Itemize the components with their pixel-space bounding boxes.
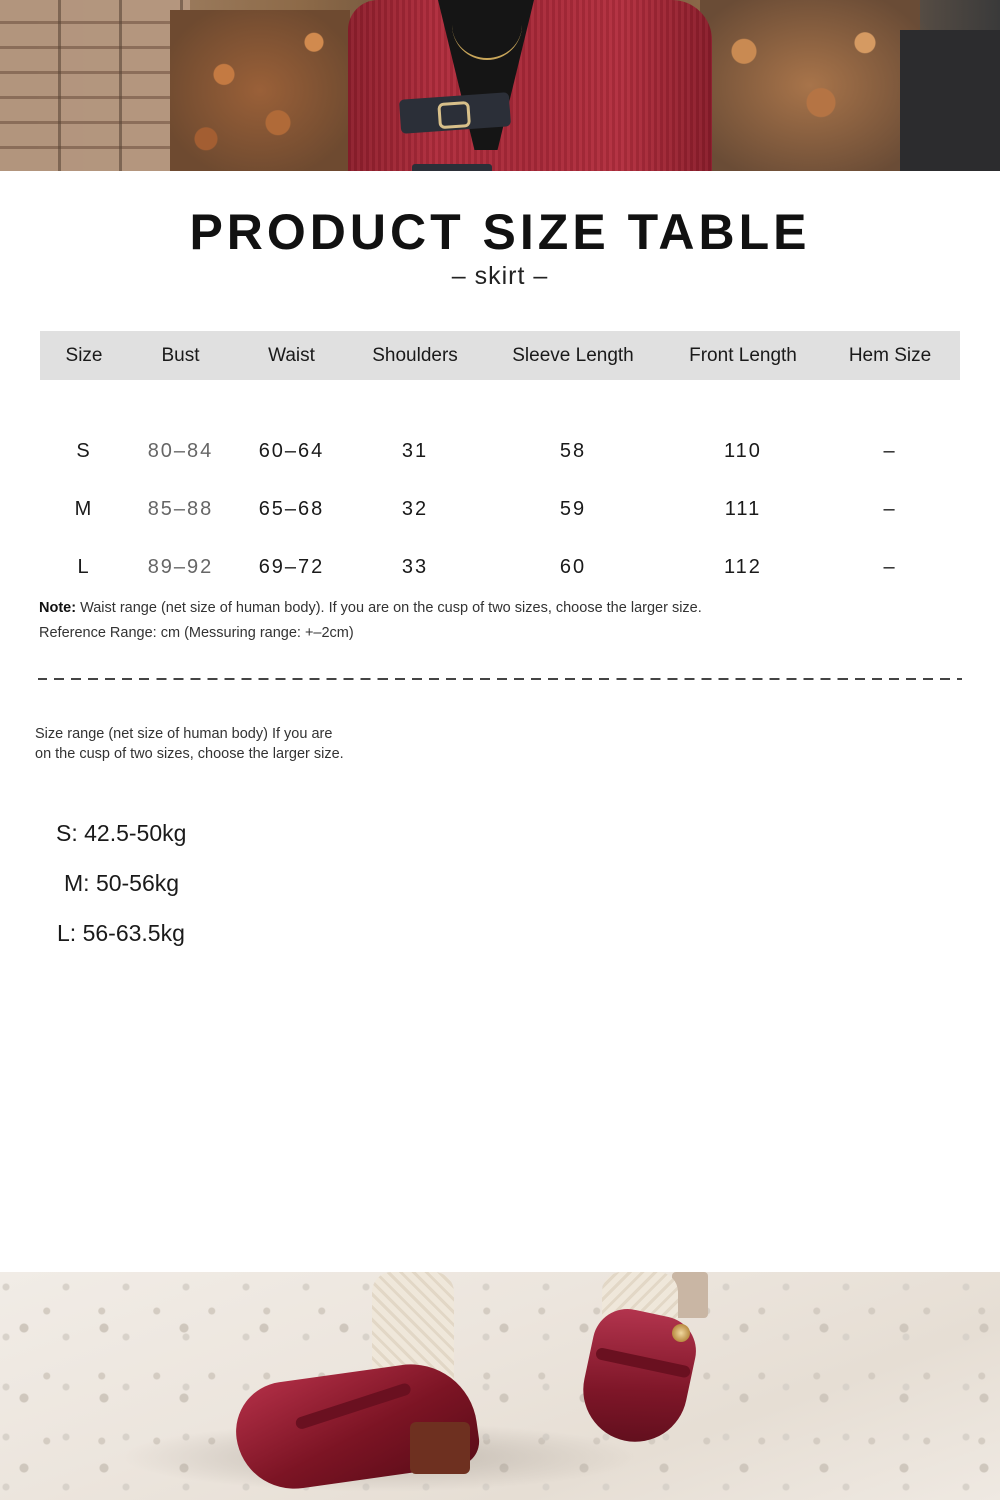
- size-range-line-2: on the cusp of two sizes, choose the larger size.: [35, 746, 344, 762]
- cell-hem-size: –: [883, 497, 897, 520]
- cell-waist: 65–68: [258, 497, 325, 520]
- cell-waist: 69–72: [258, 555, 325, 578]
- measurement-note: [39, 596, 702, 646]
- size-range-line-1: Size range (net size of human body) If you are: [35, 726, 333, 742]
- note-line: [39, 596, 702, 621]
- table-row: [40, 480, 960, 538]
- size-range-note: [35, 724, 375, 764]
- cell-sleeve-length: 58: [559, 439, 587, 462]
- autumn-foliage-left: [170, 10, 350, 171]
- reference-range: Reference Range: cm (Messuring range: +–2cm): [39, 625, 354, 641]
- column-header-size: Size: [65, 344, 103, 366]
- table-row: [40, 422, 960, 480]
- column-header-shoulders: Shoulders: [372, 344, 458, 366]
- note-text: Waist range (net size of human body). If you are on the cusp of two sizes, choose the larger size.: [76, 600, 702, 616]
- weight-guide: [56, 818, 186, 968]
- cell-hem-size: –: [883, 439, 897, 462]
- cell-shoulders: 32: [401, 497, 429, 520]
- dark-wall: [900, 30, 1000, 171]
- weight-m: M: 50-56kg: [64, 870, 180, 896]
- cell-size: L: [77, 555, 91, 578]
- page-title: PRODUCT SIZE TABLE: [189, 204, 811, 260]
- cell-bust: 80–84: [147, 439, 214, 462]
- cell-sleeve-length: 59: [559, 497, 587, 520]
- column-header-front-length: Front Length: [689, 344, 797, 366]
- cell-shoulders: 33: [401, 555, 429, 578]
- cell-hem-size: –: [883, 555, 897, 578]
- brick-mortar: [0, 0, 190, 171]
- shoe-heel-left: [410, 1422, 470, 1474]
- cell-sleeve-length: 60: [559, 555, 587, 578]
- cell-size: M: [74, 497, 94, 520]
- column-header-sleeve-length: Sleeve Length: [512, 344, 634, 366]
- buckle-clasp-lower: [412, 164, 492, 171]
- cell-front-length: 112: [724, 555, 762, 578]
- red-cardigan: [348, 0, 712, 171]
- column-header-hem-size: Hem Size: [848, 344, 932, 366]
- column-header-waist: Waist: [268, 344, 315, 366]
- autumn-foliage-right: [700, 0, 920, 171]
- shoe-buckle: [672, 1324, 690, 1342]
- cell-waist: 60–64: [258, 439, 325, 462]
- cell-shoulders: 31: [401, 439, 429, 462]
- page-subtitle: – skirt –: [451, 262, 549, 290]
- cell-size: S: [76, 439, 92, 462]
- cell-bust: 85–88: [147, 497, 214, 520]
- cell-bust: 89–92: [147, 555, 214, 578]
- weight-s: S: 42.5-50kg: [56, 820, 187, 846]
- top-product-photo: [0, 0, 1000, 171]
- note-label: Note:: [39, 600, 77, 616]
- bottom-product-photo: [0, 1272, 1000, 1500]
- column-header-bust: Bust: [161, 344, 200, 366]
- size-table: [40, 331, 960, 596]
- weight-l: L: 56-63.5kg: [57, 920, 185, 946]
- table-row: [40, 538, 960, 596]
- dashed-divider: [38, 678, 962, 680]
- table-header-row: [40, 331, 960, 380]
- cell-front-length: 111: [724, 497, 762, 520]
- cell-front-length: 110: [724, 439, 762, 462]
